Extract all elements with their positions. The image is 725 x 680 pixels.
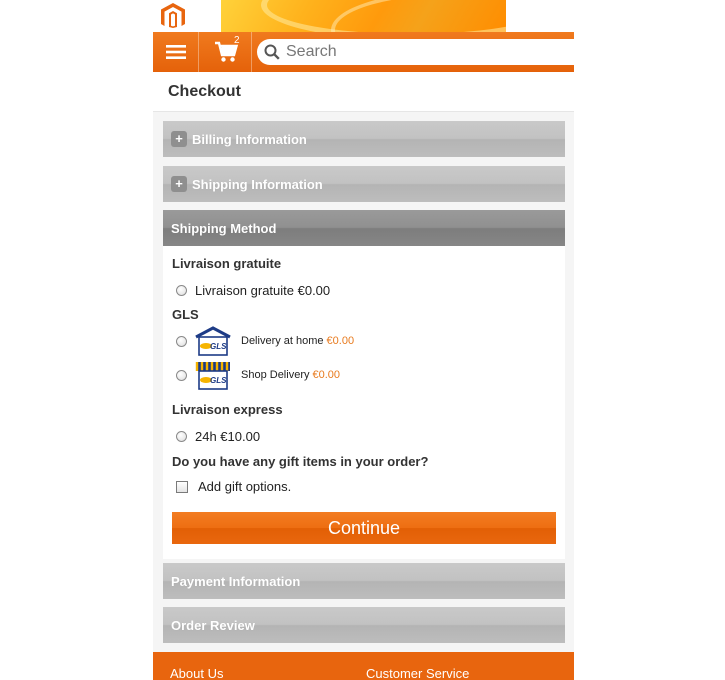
step-label: Shipping Method [171,220,277,236]
step-label: Shipping Information [192,176,323,192]
menu-button[interactable] [153,32,199,72]
step-label: Billing Information [192,131,307,147]
group-title-livraison-gratuite: Livraison gratuite [172,256,282,271]
option-gift[interactable] [176,479,291,494]
option-label: 24h €10.00 [195,429,261,444]
footer [153,652,574,680]
cart-button[interactable] [200,32,252,72]
option-label: Livraison gratuite €0.00 [195,283,331,298]
group-title-livraison-express: Livraison express [172,402,283,417]
search-icon[interactable] [264,44,280,60]
gift-options-checkbox[interactable] [176,481,188,493]
step-shipping-information[interactable] [163,166,565,202]
step-payment-information[interactable] [163,563,565,599]
option-price: €0.00 [312,369,341,381]
search-input[interactable] [286,43,566,61]
radio-gls-shop-delivery[interactable] [176,370,187,381]
footer-link-about-us[interactable]: About Us [170,666,224,680]
step-label: Order Review [171,617,255,633]
option-price: €0.00 [326,335,355,347]
radio-gls-delivery-home[interactable] [176,336,187,347]
mobile-frame [153,0,574,680]
step-label: Payment Information [171,573,301,589]
option-gls-shop-delivery[interactable] [176,360,340,390]
continue-button[interactable]: Continue [172,512,556,544]
option-gls-delivery-home[interactable] [176,326,354,356]
option-label: Delivery at home [241,335,324,347]
gls-shop-delivery-logo-icon [194,360,232,390]
gls-logo-text: GLS [210,376,227,385]
page-title: Checkout [168,83,241,100]
search-box [257,39,574,65]
banner-image [221,0,506,32]
group-title-gls: GLS [172,307,199,322]
shipping-method-panel [163,246,565,559]
step-shipping-method[interactable] [163,210,565,246]
step-billing-information[interactable] [163,121,565,157]
checkout-steps [153,112,574,652]
header-banner [153,0,574,32]
footer-link-customer-service[interactable]: Customer Service [366,666,470,680]
radio-livraison-gratuite[interactable] [176,285,187,296]
magento-logo-icon[interactable] [159,2,187,28]
cart-count-badge: 2 [234,35,240,46]
option-label: Add gift options. [198,479,292,494]
step-order-review[interactable] [163,607,565,643]
option-label: Shop Delivery [241,369,310,381]
page-title-bar [153,72,574,112]
gift-question: Do you have any gift items in your order? [172,454,429,469]
toolbar [153,32,574,72]
hamburger-menu-icon [166,44,186,60]
radio-express-24h[interactable] [176,431,187,442]
gls-logo-text: GLS [210,342,227,351]
option-express-24h[interactable] [176,429,260,444]
expand-plus-icon: + [171,131,187,147]
option-livraison-gratuite[interactable] [176,283,330,298]
expand-plus-icon: + [171,176,187,192]
gls-home-delivery-logo-icon [194,326,232,356]
